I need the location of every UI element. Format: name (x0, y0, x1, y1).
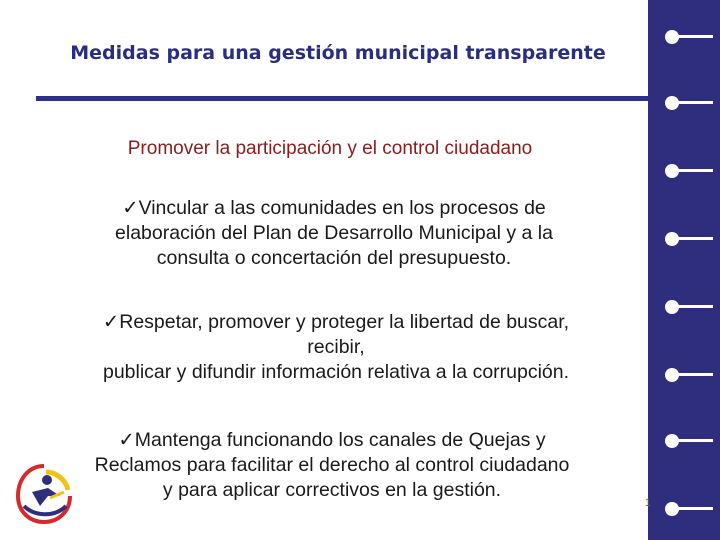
measure-line: Respetar, promover y proteger la libertad de buscar, (119, 311, 570, 333)
sidebar-bullet-icon (665, 502, 713, 516)
measure-line: publicar y difundir información relativa a la corrupción. (102, 361, 570, 383)
sidebar-bullet-icon (665, 368, 713, 382)
page-number: 1 (645, 497, 652, 509)
sidebar-bullet-icon (665, 96, 713, 110)
sidebar-bullet-icon (665, 30, 713, 44)
municipal-logo-icon (14, 462, 74, 526)
section-subtitle: Promover la participación y el control ciudadano (127, 138, 533, 159)
checkmark-icon: ✓ (118, 429, 135, 451)
sidebar-bullet-icon (665, 434, 713, 448)
checkmark-icon: ✓ (122, 197, 139, 219)
measure-line: y para aplicar correctivos en la gestión. (162, 479, 502, 501)
measure-line: consulta o concertación del presupuesto. (156, 247, 512, 269)
checkmark-icon: ✓ (102, 311, 120, 333)
measure-item (26, 310, 646, 385)
measure-line: Mantenga funcionando los canales de Quejas y (134, 429, 546, 451)
sidebar-bullet-icon (665, 232, 713, 246)
measure-item (22, 428, 642, 503)
measure-item (24, 196, 644, 271)
measure-line: Reclamos para facilitar el derecho al control ciudadano (94, 454, 570, 476)
title-divider (36, 96, 654, 101)
decorative-sidebar (648, 0, 720, 540)
slide-title: Medidas para una gestión municipal transparente (70, 42, 606, 64)
sidebar-bullet-icon (665, 164, 713, 178)
measure-line: Vincular a las comunidades en los procesos de (138, 197, 546, 219)
measure-line: elaboración del Plan de Desarrollo Municipal y a la (115, 222, 553, 244)
sidebar-bullet-icon (665, 300, 713, 314)
measure-line: recibir, (307, 336, 365, 358)
